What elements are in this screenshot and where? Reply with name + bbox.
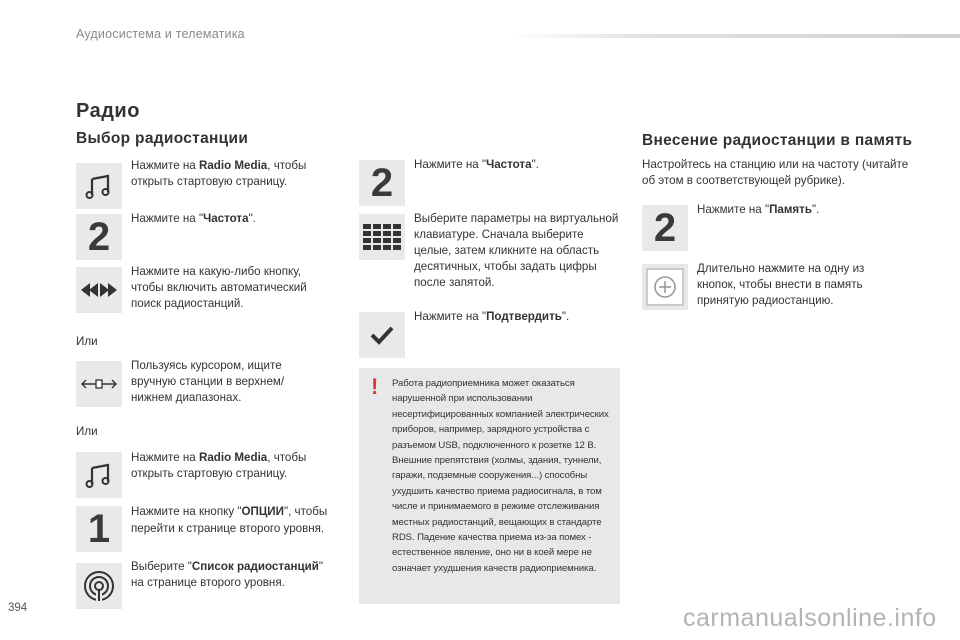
middle-step-2-text: Выберите параметры на виртуальной клавиатуре. Сначала выберите целые, затем кликните на область десятичных, чтобы задать цифры после запятой. bbox=[414, 212, 619, 289]
left-step-6-text: Нажмите на кнопку "ОПЦИИ", чтобы перейти к странице второго уровня. bbox=[131, 505, 328, 535]
right-intro-text: Настройтесь на станцию или на частоту (читайте об этом в соответствующей рубрике). bbox=[642, 158, 909, 187]
radio-broadcast-icon bbox=[76, 563, 122, 609]
section-title-select-station: Выбор радиостанции bbox=[76, 130, 249, 147]
left-step-7-text: Выберите "Список радиостанций" на странице второго уровня. bbox=[131, 560, 324, 589]
checkmark-icon bbox=[359, 312, 405, 358]
middle-step-1-text: Нажмите на "Частота". bbox=[414, 158, 539, 171]
warning-note-text: Работа радиоприемника может оказаться нарушенной при использовании несертифицированных компанией электрических приборов, например, зарядного устройства с разъемом USB, подключенного к розетке 12 В. Внешние препятствия (холмы, здания, туннели, гаражи, подземные сооружения...) способны ухудшить качество приема радиосигнала, в том числе и принимаемого в режиме отслеживания местных радиостанций, вещающих в стандарте RDS. Падение качества приема из-за помех - естественное явление, оно ни в коей мере не означает ухудшения качеств радиоприемника. bbox=[392, 378, 609, 574]
left-step-2-text: Нажмите на "Частота". bbox=[131, 212, 256, 225]
seek-arrows-icon bbox=[76, 267, 122, 313]
step-number-badge: 2 bbox=[359, 160, 405, 206]
keypad-icon bbox=[359, 214, 405, 260]
warning-exclamation-icon: ! bbox=[371, 374, 379, 399]
right-step-1-text: Нажмите на "Память". bbox=[697, 203, 820, 216]
left-step-5-text: Нажмите на Radio Media, чтобы открыть стартовую страницу. bbox=[131, 451, 307, 480]
left-step-3-text: Нажмите на какую-либо кнопку, чтобы включить автоматический поиск радиостанций. bbox=[131, 265, 307, 310]
step-number-badge: 2 bbox=[76, 214, 122, 260]
middle-step-3-text: Нажмите на "Подтвердить". bbox=[414, 310, 570, 323]
section-header: Аудиосистема и телематика bbox=[76, 27, 245, 41]
left-step-4-text: Пользуясь курсором, ищите вручную станции в верхнем/ нижнем диапазонах. bbox=[131, 359, 285, 404]
watermark: carmanualsonline.info bbox=[683, 604, 937, 632]
page-title: Радио bbox=[76, 100, 140, 122]
slider-cursor-icon bbox=[76, 361, 122, 407]
page-number: 394 bbox=[8, 602, 28, 614]
or-separator: Или bbox=[76, 425, 98, 438]
music-note-icon bbox=[76, 452, 122, 498]
music-note-icon bbox=[76, 163, 122, 209]
step-number-badge: 2 bbox=[642, 205, 688, 251]
left-step-1-text: Нажмите на Radio Media, чтобы открыть стартовую страницу. bbox=[131, 159, 307, 188]
plus-circle-icon bbox=[642, 264, 688, 310]
or-separator: Или bbox=[76, 335, 98, 348]
right-step-2-text: Длительно нажмите на одну из кнопок, чтобы внести в память принятую радиостанцию. bbox=[697, 262, 865, 307]
step-number-badge: 1 bbox=[76, 506, 122, 552]
header-rule bbox=[508, 34, 960, 38]
section-title-store-station: Внесение радиостанции в память bbox=[642, 132, 913, 149]
